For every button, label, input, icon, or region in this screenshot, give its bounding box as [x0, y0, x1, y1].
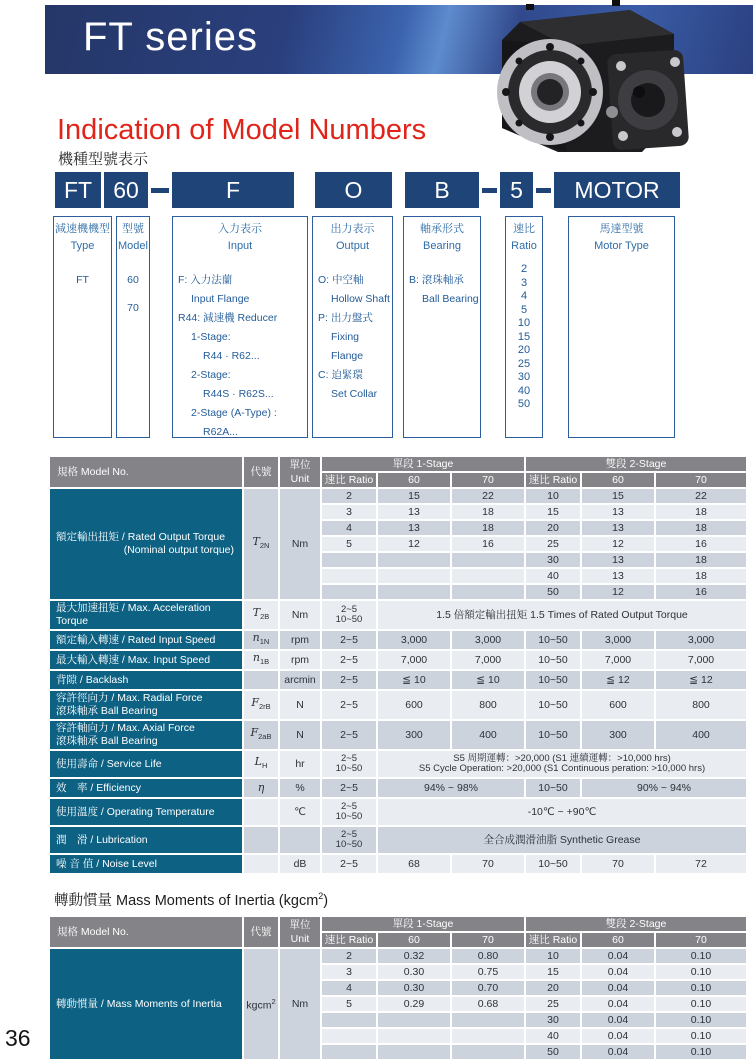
code-segment-motor: MOTOR	[554, 172, 680, 208]
data-cell: 18	[452, 521, 524, 535]
data-cell: 18	[656, 521, 746, 535]
header-ratio: 速比 Ratio	[526, 473, 580, 487]
data-cell: 12	[582, 537, 654, 551]
code-segment-model: 60	[104, 172, 148, 208]
data-cell	[378, 1045, 450, 1059]
data-cell	[378, 569, 450, 583]
data-cell: 16	[452, 537, 524, 551]
data-cell: 68	[378, 855, 450, 873]
data-cell: 0.30	[378, 981, 450, 995]
data-cell: 800	[452, 691, 524, 719]
data-cell: 0.04	[582, 1013, 654, 1027]
header-code: 代號	[244, 917, 278, 947]
data-cell	[378, 1013, 450, 1027]
header-ratio: 速比 Ratio	[526, 933, 580, 947]
data-cell: 0.10	[656, 1013, 746, 1027]
legend-head: 軸承形式 Bearing	[420, 223, 464, 252]
data-cell: 7,000	[656, 651, 746, 669]
data-cell: 0.04	[582, 1045, 654, 1059]
data-cell: 15	[582, 489, 654, 503]
page-title: Indication of Model Numbers	[57, 114, 427, 146]
data-cell: 0.04	[582, 1029, 654, 1043]
unit-cell: dB	[280, 855, 320, 873]
ratio-cell: 10~50	[526, 779, 580, 797]
data-cell: 0.10	[656, 965, 746, 979]
data-cell: 5	[322, 537, 376, 551]
header-60: 60	[378, 473, 450, 487]
symbol-cell: $T_{2B}$	[244, 601, 278, 629]
data-cell: 40	[526, 1029, 580, 1043]
data-cell: 7,000	[582, 651, 654, 669]
data-cell	[378, 1029, 450, 1043]
header-60: 60	[378, 933, 450, 947]
data-cell: ≦ 12	[582, 671, 654, 689]
data-cell	[322, 553, 376, 567]
ratio-cell: 2~5 10~50	[322, 601, 376, 629]
row-label-rated-output-torque: 額定輸出扭矩 / Rated Output Torque (Nominal output torque)	[50, 489, 242, 599]
data-cell: 50	[526, 1045, 580, 1059]
data-cell: 16	[656, 585, 746, 599]
data-cell: 2	[322, 489, 376, 503]
symbol-cell	[244, 799, 278, 825]
data-cell: 0.10	[656, 981, 746, 995]
data-cell: 70	[582, 855, 654, 873]
data-cell	[378, 585, 450, 599]
data-cell: 0.75	[452, 965, 524, 979]
data-cell: 3,000	[378, 631, 450, 649]
row-label-mass-moments-of-inertia: 轉動慣量 / Mass Moments of Inertia	[50, 949, 242, 1059]
data-cell: 72	[656, 855, 746, 873]
data-cell: 13	[582, 505, 654, 519]
data-cell	[322, 1013, 376, 1027]
symbol-cell: $T_{2N}$	[244, 489, 278, 599]
ratio-cell: 10~50	[526, 691, 580, 719]
data-cell: 3,000	[656, 631, 746, 649]
row-label-efficiency: 效 率 / Efficiency	[50, 779, 242, 797]
data-cell: 3,000	[452, 631, 524, 649]
data-cell	[452, 1045, 524, 1059]
data-cell: 0.10	[656, 949, 746, 963]
symbol-cell: $F_{2rB}$	[244, 691, 278, 719]
data-cell: 0.10	[656, 1029, 746, 1043]
data-cell: 0.80	[452, 949, 524, 963]
header-60: 60	[582, 933, 654, 947]
legend-head: 出力表示 Output	[330, 223, 375, 252]
data-cell: 10	[526, 949, 580, 963]
legend-head: 入力表示 Input	[218, 223, 262, 252]
data-cell: 18	[452, 505, 524, 519]
data-cell: ≦ 12	[656, 671, 746, 689]
data-cell: 22	[656, 489, 746, 503]
ratio-cell: 10~50	[526, 651, 580, 669]
data-cell: 15	[378, 489, 450, 503]
data-cell: 0.70	[452, 981, 524, 995]
ratio-cell: 2~5	[322, 721, 376, 749]
unit-cell: hr	[280, 751, 320, 777]
ratio-cell: 10~50	[526, 855, 580, 873]
data-cell: 18	[656, 569, 746, 583]
code-segment-ratio: 5	[500, 172, 533, 208]
data-cell: 25	[526, 537, 580, 551]
legend-head: 減速機機型 Type	[55, 223, 110, 252]
header-stage1: 單段 1-Stage	[322, 457, 524, 471]
unit-cell: Nm	[280, 949, 320, 1059]
data-cell: -10℃ ~ +90℃	[378, 799, 746, 825]
row-label-backlash: 背隙 / Backlash	[50, 671, 242, 689]
code-segment-output: O	[315, 172, 392, 208]
symbol-cell: η	[244, 779, 278, 797]
legend-head: 馬達型號 Motor Type	[594, 223, 649, 252]
legend-box-ratio	[505, 216, 543, 438]
data-cell: 18	[656, 553, 746, 567]
data-cell: 13	[378, 505, 450, 519]
data-cell: ≦ 10	[378, 671, 450, 689]
header-60: 60	[582, 473, 654, 487]
data-cell: 12	[378, 537, 450, 551]
page-subtitle: 機種型號表示	[58, 151, 149, 168]
ratio-cell: 2~5	[322, 671, 376, 689]
data-cell: 22	[452, 489, 524, 503]
unit-cell: rpm	[280, 631, 320, 649]
symbol-cell	[244, 671, 278, 689]
code-segment-type: FT	[55, 172, 101, 208]
symbol-cell: $F_{2aB}$	[244, 721, 278, 749]
header-ratio: 速比 Ratio	[322, 473, 376, 487]
data-cell: 50	[526, 585, 580, 599]
data-cell: 3	[322, 505, 376, 519]
header-code: 代號	[244, 457, 278, 487]
data-cell	[378, 553, 450, 567]
symbol-cell: $L_H$	[244, 751, 278, 777]
row-label-service-life: 使用壽命 / Service Life	[50, 751, 242, 777]
data-cell: 15	[526, 505, 580, 519]
legend-box-type	[53, 216, 112, 438]
data-cell: 0.10	[656, 997, 746, 1011]
data-cell: 30	[526, 553, 580, 567]
header-model-no: 規格 Model No.	[50, 917, 242, 947]
data-cell	[452, 553, 524, 567]
legend-head: 速比 Ratio	[511, 223, 537, 252]
header-stage1: 單段 1-Stage	[322, 917, 524, 931]
data-cell: 300	[378, 721, 450, 749]
code-dash	[536, 188, 551, 193]
data-cell: 13	[582, 553, 654, 567]
data-cell: 12	[582, 585, 654, 599]
data-cell: 13	[378, 521, 450, 535]
symbol-cell: kgcm$^2$	[244, 949, 278, 1059]
data-cell: 全合成潤滑油脂 Synthetic Grease	[378, 827, 746, 853]
data-cell: 18	[656, 505, 746, 519]
data-cell: 13	[582, 569, 654, 583]
legend-box-model	[116, 216, 150, 438]
data-cell: 4	[322, 981, 376, 995]
data-cell: 0.30	[378, 965, 450, 979]
ratio-cell: 2~5	[322, 651, 376, 669]
row-label-max-radial-force: 容許徑向力 / Max. Radial Force 滾珠軸承 Ball Bearing	[50, 691, 242, 719]
ratio-cell: 10~50	[526, 631, 580, 649]
row-label-max-axial-force: 容許軸向力 / Max. Axial Force 滾珠軸承 Ball Bearing	[50, 721, 242, 749]
data-cell: 3	[322, 965, 376, 979]
header-70: 70	[452, 473, 524, 487]
legend-values: 2 3 4 5 10 15 20 25 30 40 50	[517, 263, 531, 410]
data-cell	[322, 569, 376, 583]
row-label-lubrication: 潤 滑 / Lubrication	[50, 827, 242, 853]
code-segment-input: F	[172, 172, 294, 208]
unit-cell: Nm	[280, 489, 320, 599]
ratio-cell: 2~5	[322, 855, 376, 873]
data-cell: 800	[656, 691, 746, 719]
data-cell: 600	[582, 691, 654, 719]
data-cell: 94% ~ 98%	[378, 779, 524, 797]
data-cell: 7,000	[378, 651, 450, 669]
data-cell: 7,000	[452, 651, 524, 669]
legend-box-input	[172, 216, 308, 438]
legend-box-motor-type	[568, 216, 675, 438]
header-70: 70	[452, 933, 524, 947]
row-label-max-input-speed: 最大輸入轉速 / Max. Input Speed	[50, 651, 242, 669]
legend-values: FT	[76, 274, 89, 286]
unit-cell: rpm	[280, 651, 320, 669]
data-cell: 3,000	[582, 631, 654, 649]
data-cell: 1.5 倍額定輸出扭矩 1.5 Times of Rated Output Torque	[378, 601, 746, 629]
unit-cell: arcmin	[280, 671, 320, 689]
data-cell: 0.29	[378, 997, 450, 1011]
unit-cell: %	[280, 779, 320, 797]
data-cell: 70	[452, 855, 524, 873]
spec-section	[48, 455, 748, 1060]
header-unit: 單位 Unit	[280, 457, 320, 487]
unit-cell: ℃	[280, 799, 320, 825]
data-cell: 15	[526, 965, 580, 979]
data-cell: S5 周期運轉：>20,000 (S1 連續運轉：>10,000 hrs) S5 Cycle Operation: >20,000 (S1 Continuous peration: >10,000 hrs)	[378, 751, 746, 777]
header-70: 70	[656, 473, 746, 487]
symbol-cell: $n_{1N}$	[244, 631, 278, 649]
legend-box-output	[312, 216, 393, 438]
data-cell: 400	[656, 721, 746, 749]
ratio-cell: 10~50	[526, 671, 580, 689]
data-cell: 20	[526, 981, 580, 995]
data-cell: 0.10	[656, 1045, 746, 1059]
data-cell: 0.04	[582, 949, 654, 963]
data-cell: 400	[452, 721, 524, 749]
data-cell: 13	[582, 521, 654, 535]
gearbox-product-image	[462, 0, 700, 162]
data-cell: 16	[656, 537, 746, 551]
legend-values: O: 中空軸 Hollow Shaft P: 出力盤式 Fixing Flange C: 迫緊環 Set Collar	[318, 274, 390, 400]
code-dash	[151, 188, 169, 193]
data-cell: 25	[526, 997, 580, 1011]
unit-cell	[280, 827, 320, 853]
data-cell: 40	[526, 569, 580, 583]
ratio-cell: 2~5 10~50	[322, 799, 376, 825]
symbol-cell	[244, 855, 278, 873]
data-cell: 2	[322, 949, 376, 963]
page-number: 36	[5, 1025, 31, 1051]
header-stage2: 雙段 2-Stage	[526, 917, 746, 931]
header-model-no: 規格 Model No.	[50, 457, 242, 487]
data-cell: 5	[322, 997, 376, 1011]
legend-values: F: 入力法蘭 Input Flange R44: 減速機 Reducer 1-Stage: R44 · R62... 2-Stage: R44S · R62S... 2-Stage (A-Type) : R62A...	[178, 274, 278, 438]
data-cell	[322, 1045, 376, 1059]
data-cell: 90% ~ 94%	[582, 779, 746, 797]
symbol-cell: $n_{1B}$	[244, 651, 278, 669]
unit-cell: Nm	[280, 601, 320, 629]
inertia-table-title: 轉動慣量 Mass Moments of Inertia (kgcm$^2$)	[54, 891, 329, 910]
data-cell: 20	[526, 521, 580, 535]
data-cell: 10	[526, 489, 580, 503]
data-cell	[452, 1029, 524, 1043]
data-cell	[452, 569, 524, 583]
data-cell: 0.68	[452, 997, 524, 1011]
ratio-cell: 2~5	[322, 631, 376, 649]
header-70: 70	[656, 933, 746, 947]
data-cell: ≦ 10	[452, 671, 524, 689]
row-label-noise-level: 噪 音 值 / Noise Level	[50, 855, 242, 873]
header-unit: 單位 Unit	[280, 917, 320, 947]
code-dash	[482, 188, 497, 193]
code-segment-bearing: B	[405, 172, 479, 208]
data-cell: 30	[526, 1013, 580, 1027]
ratio-cell: 2~5	[322, 779, 376, 797]
legend-box-bearing	[403, 216, 481, 438]
legend-values: B: 滾珠軸承 Ball Bearing	[409, 274, 479, 305]
row-label-max-accel-torque: 最大加速扭矩 / Max. Acceleration Torque	[50, 601, 242, 629]
data-cell: 300	[582, 721, 654, 749]
row-label-rated-input-speed: 額定輸入轉速 / Rated Input Speed	[50, 631, 242, 649]
header-ratio: 速比 Ratio	[322, 933, 376, 947]
data-cell: 0.04	[582, 981, 654, 995]
ratio-cell: 10~50	[526, 721, 580, 749]
legend-head: 型號 Model	[118, 223, 148, 252]
data-cell	[452, 585, 524, 599]
legend-values: 60 70	[127, 274, 139, 314]
row-label-operating-temperature: 使用溫度 / Operating Temperature	[50, 799, 242, 825]
header-stage2: 雙段 2-Stage	[526, 457, 746, 471]
unit-cell: N	[280, 721, 320, 749]
data-cell: 0.32	[378, 949, 450, 963]
ratio-cell: 2~5	[322, 691, 376, 719]
data-cell	[322, 585, 376, 599]
inertia-table	[48, 915, 748, 1060]
data-cell	[452, 1013, 524, 1027]
spec-table	[48, 455, 748, 875]
series-title: FT series	[83, 15, 258, 59]
data-cell: 600	[378, 691, 450, 719]
symbol-cell	[244, 827, 278, 853]
data-cell: 4	[322, 521, 376, 535]
ratio-cell: 2~5 10~50	[322, 751, 376, 777]
unit-cell: N	[280, 691, 320, 719]
data-cell: 0.04	[582, 997, 654, 1011]
data-cell	[322, 1029, 376, 1043]
ratio-cell: 2~5 10~50	[322, 827, 376, 853]
data-cell: 0.04	[582, 965, 654, 979]
